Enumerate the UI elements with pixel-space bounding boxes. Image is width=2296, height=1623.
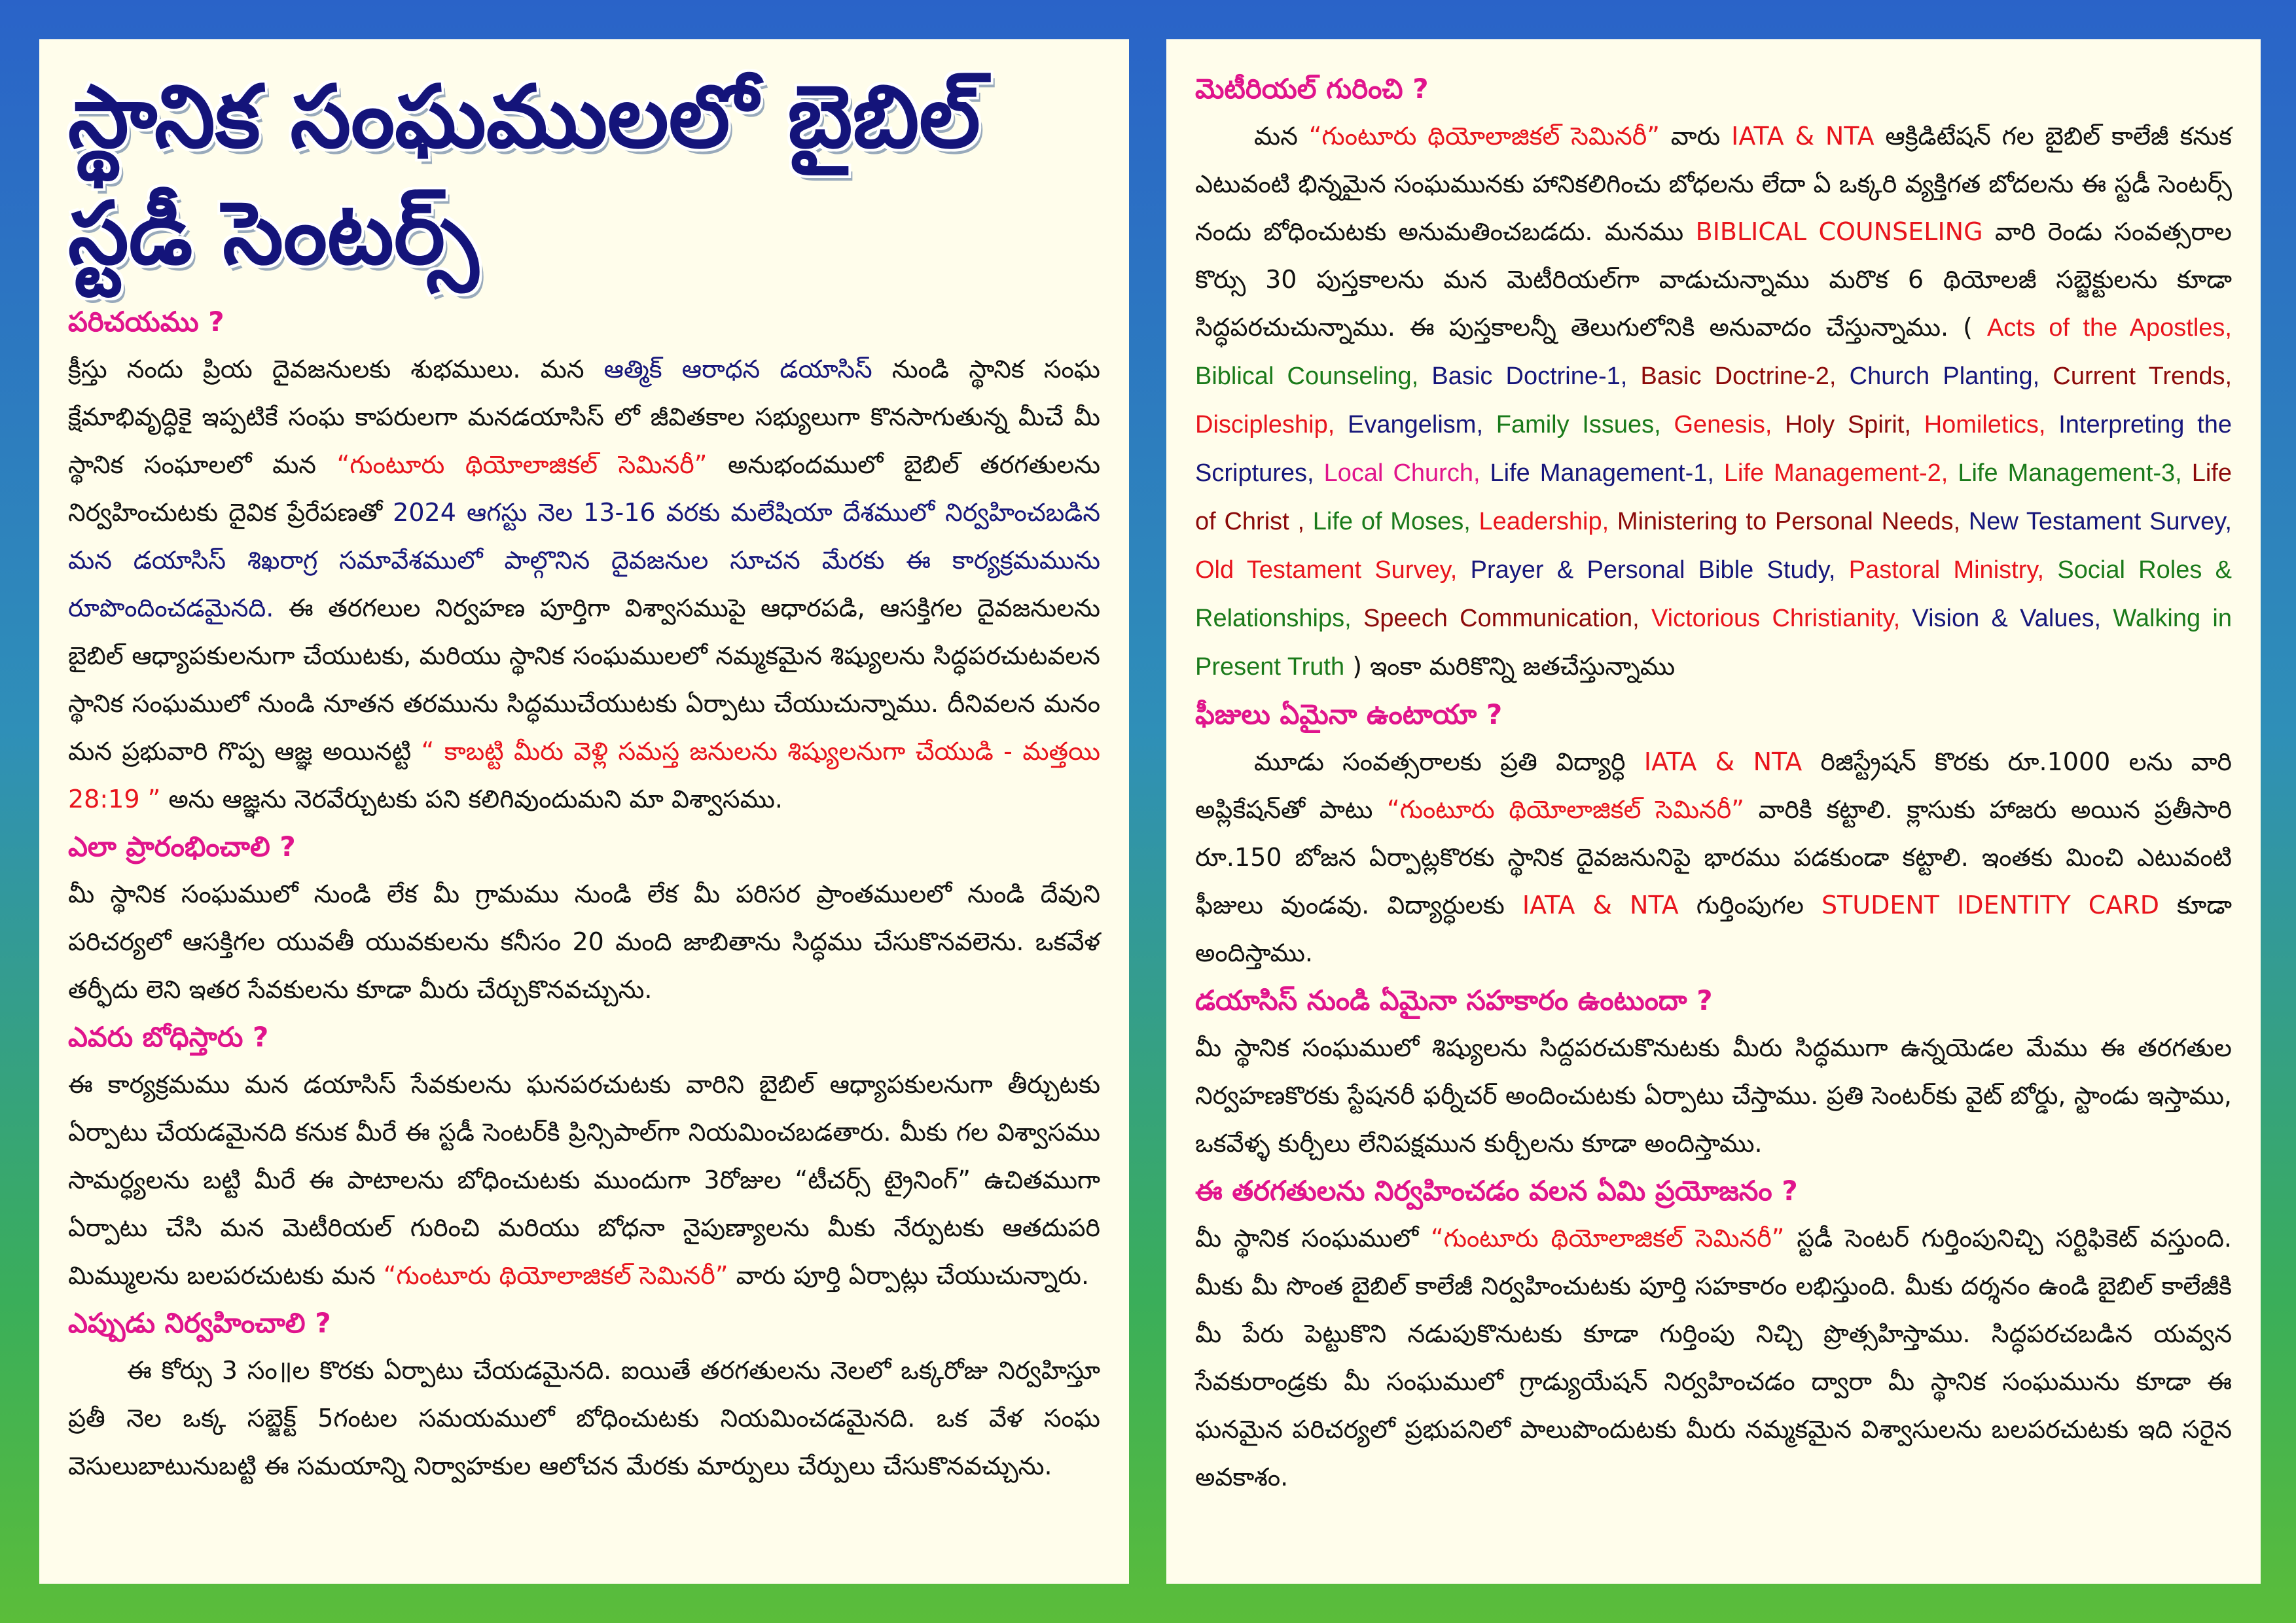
course-name: Vision & Values,: [1912, 605, 2113, 632]
text-segment: “గుంటూరు థియోలాజికల్ సెమినరీ”: [336, 450, 708, 480]
text-segment: “ కాబట్టి మీరు వెళ్లి సమస్త జనులను శిష్యులనుగా చేయుడి - మత్తయి 28:19 ”: [68, 737, 1100, 814]
course-name: Basic Doctrine-1,: [1431, 363, 1641, 390]
course-name: Life Management-1,: [1490, 459, 1724, 487]
course-name: Life Management-3,: [1958, 459, 2192, 487]
section-heading: ఎప్పుడు నిర్వహించాలి ?: [68, 1307, 331, 1340]
text-segment: స్టడీ సెంటర్ గుర్తింపునిచ్చి సర్టిఫికెట్ వస్తుంది. మీకు మీ సొంత బైబిల్ కాలేజీ నిర్వహించుటకు పూర్తి సహకారం లభిస్తుంది. మీకు దర్శనం ఉండి బైబిల్ కాలేజీకి మీ పేరు పెట్టుకొని నడుపుకొనుటకు కూడా గుర్తింపు నిచ్చి ప్రొత్సహిస్తాము. సిద్ధపరచబడిన యవ్వన సేవకురాండ్రకు మీ సంఘములో గ్రాడ్యుయేషన్ నిర్వహించడం ద్వారా మీ స్థానిక సంఘమును కూడా ఈ ఘనమైన పరిచర్యలో ప్రభుపనిలో పాలుపొందుటకు మీరు నమ్మకమైన విశ్వాసులను బలపరచుటకు ఇది సరైన అవకాశం.: [1195, 1224, 2232, 1491]
section: [1195, 65, 2232, 691]
course-name: Speech Communication,: [1363, 605, 1651, 632]
course-name: Leadership,: [1479, 508, 1617, 535]
text-segment: నుండి స్థానిక సంఘ క్షేమాభివృద్ధికై ఇప్పటికే సంఘ కాపరులగా మనడయాసిస్ లో జీవితకాల సభ్యులుగా కొనసాగుతున్న మీచే మీ స్థానిక సంఘాలలో మన: [68, 355, 1101, 480]
section: [1195, 691, 2232, 977]
text-segment: అను ఆజ్ఞను నెరవేర్చుటకు పని కలిగివుందుమని మా విశ్వాసము.: [160, 785, 783, 814]
text-segment: BIBLICAL COUNSELING: [1695, 217, 1983, 246]
course-name: Acts of the Apostles,: [1986, 314, 2232, 342]
text-segment: మీ స్థానిక సంఘములో శిష్యులను సిద్దపరచుకొనుటకు మీరు సిద్ధముగా ఉన్నయెడల మేము ఈ తరగతుల నిర్వహణకొరకు స్టేషనరీ ఫర్నీచర్ అందించుటకు ఏర్పాటు చేస్తాము. ప్రతి సెంటర్‌కు వైట్ బోర్డు, స్టాండు ఇస్తాము, ఒకవేళ్ళ కుర్చీలు లేనిపక్షమున కుర్చీలను కూడా అందిస్తాము.: [1195, 1033, 2232, 1158]
course-name: Biblical Counseling,: [1195, 363, 1432, 390]
text-segment: IATA & NTA: [1643, 747, 1803, 776]
text-segment: ఈ కోర్సు 3 సం॥ల కొరకు ఏర్పాటు చేయడమైనది. ఐయితే తరగతులను నెలలో ఒక్కరోజు నిర్వహిస్తూ ప్రతీ నెల ఒక్క సబ్జెక్ట్ 5గంటల సమయములో బోధించుటకు నియమించడమైనది. ఒక వేళ సంఘ వెసులుబాటునుబట్టి ఈ సమయాన్ని నిర్వాహకుల ఆలోచన మేరకు మార్పులు చేర్పులు చేసుకొనవచ్చును.: [68, 1356, 1100, 1481]
text-segment: IATA & NTA: [1522, 891, 1679, 919]
text-segment: క్రీస్తు నందు ప్రియ దైవజనులకు శుభములు. మన: [68, 355, 604, 384]
text-segment: ఈ తరగలుల నిర్వహణ పూర్తిగా విశ్వాసముపై ఆధారపడి, ఆసక్తిగల దైవజనులను బైబిల్ ఆధ్యాపకులనుగా చేయుటకు, మరియు స్థానిక సంఘములలో నమ్మకమైన శిష్యులను సిద్ధపరచుటవలన స్థానిక సంఘములో నుండి నూతన తరమును సిద్ధముచేయుటకు ఏర్పాటు చేయుచున్నాము. దీనివలన మనం మన ప్రభువారి గొప్ప ఆజ్ఞ అయినట్టి: [68, 594, 1100, 766]
section-heading: ఈ తరగతులను నిర్వహించడం వలన ఏమి ప్రయోజనం ?: [1195, 1175, 1798, 1207]
section-paragraph: [1195, 1215, 2232, 1501]
text-segment: వారికి కట్టాలి. క్లాసుకు హాజరు అయిన ప్రతీసారి రూ.150 బోజన ఏర్పాట్లకొరకు స్థానిక దైవజనునిపై భారము పడకుండా కట్టాలి. ఇంతకు మించి ఎటువంటి ఫీజులు వుండవు. విద్యార్ధులకు: [1195, 795, 2232, 919]
section-heading: మెటీరియల్ గురించి ?: [1195, 73, 1429, 105]
course-name: Local Church,: [1323, 459, 1490, 487]
section: [68, 1014, 1100, 1300]
text-segment: వారు పూర్తి ఏర్పాట్లు చేయుచున్నారు.: [728, 1261, 1090, 1291]
course-name: Social Roles & Relationships,: [1195, 556, 2232, 632]
section-paragraph: [68, 1061, 1100, 1300]
section-paragraph: [1195, 738, 2232, 977]
course-name: Holy Spirit,: [1785, 411, 1924, 438]
text-segment: ఈ కార్యక్రమము మన డయాసిస్ సేవకులను ఘనపరచుటకు వారిని బైబిల్ ఆధ్యాపకులనుగా తీర్చుటకు ఏర్పాటు చేయడమైనది కనుక మీరే ఈ స్టడీ సెంటర్‌కి ప్రిన్సిపాల్‌గా నియమించబడతారు. మీకు గల విశ్వాసము సామర్ధ్యలను బట్టి మీరే ఈ పాటాలను బోధించుటకు ముందుగా 3రోజుల “టీచర్స్ ట్రైనింగ్” ఉచితముగా ఏర్పాటు చేసి మన మెటీరియల్ గురించి మరియు బోధనా నైపుణ్యాలను మీకు నేర్పుటకు ఆతదుపరి మిమ్ములను బలపరచుటకు మన: [68, 1070, 1100, 1291]
section-paragraph: [68, 346, 1100, 823]
text-segment: ) ఇంకా మరికొన్ని జతచేస్తున్నాము: [1344, 652, 1676, 681]
text-segment: “గుంటూరు థియోలాజికల్ సెమినరీ”: [1387, 795, 1744, 824]
section-heading: ఫీజులు ఏమైనా ఉంటాయా ?: [1195, 698, 1503, 730]
section: [68, 1300, 1100, 1490]
section-heading: డయాసిస్ నుండి ఏమైనా సహకారం ఉంటుందా ?: [1195, 984, 1713, 1016]
text-segment: ఆక్రిడిటేషన్ గల బైబిల్ కాలేజీ కనుక ఎటువంటి భిన్నమైన సంఘమునకు హానికలిగించు బోధలను లేదా ఏ ఒక్కరి వ్యక్తిగత బోదలను ఈ స్టడీ సెంటర్స్ నందు బోధించుటకు అనుమతించబడదు. మనము: [1195, 122, 2233, 246]
text-segment: మన: [1254, 122, 1309, 151]
text-segment: గుర్తింపుగల: [1678, 891, 1821, 919]
course-name: Walking in Present Truth: [1195, 605, 2232, 681]
section-heading: ఎవరు బోధిస్తారు ?: [68, 1021, 269, 1054]
text-segment: “గుంటూరు థియోలాజికల్ సెమినరీ”: [1431, 1224, 1785, 1253]
course-name: Pastoral Ministry,: [1848, 556, 2058, 584]
course-name: Evangelism,: [1348, 411, 1496, 438]
section-paragraph: [1195, 1024, 2232, 1168]
text-segment: మీ స్థానిక సంఘములో: [1195, 1224, 1431, 1253]
course-name: Victorious Christianity,: [1651, 605, 1912, 632]
section-paragraph: [68, 1347, 1100, 1490]
course-name: New Testament Survey,: [1968, 508, 2232, 535]
text-segment: వారి రెండు సంవత్సరాల కొర్సు 30 పుస్తకాలను మన మెటీరియల్‌గా వాడుచున్నాము మరొక 6 థియోలజీ సబ్జెక్టులను కూడా సిద్ధపరచుచున్నాము. ఈ పుస్తకాలన్నీ తెలుగులోనికి అనువాదం చేస్తున్నాము. (: [1195, 217, 2232, 342]
text-segment: “గుంటూరు థియోలాజికల్ సెమినరీ”: [383, 1261, 728, 1291]
text-segment: మీ స్థానిక సంఘములో నుండి లేక మీ గ్రామము నుండి లేక మీ పరిసర ప్రాంతములలో నుండి దేవుని పరిచర్యలో ఆసక్తిగల యువతీ యువకులను కనీసం 20 మంది జాబితాను సిద్ధము చేసుకొనవలెను. ఒకవేళ తర్ఫీదు లెని ఇతర సేవకులను కూడా మీరు చేర్చుకొనవచ్చును.: [68, 880, 1100, 1005]
section-heading: ఎలా ప్రారంభించాలి ?: [68, 830, 296, 863]
text-segment: STUDENT IDENTITY CARD: [1821, 891, 2159, 919]
left-panel: [39, 39, 1129, 1584]
section: [68, 823, 1100, 1014]
section-paragraph: [1195, 113, 2232, 691]
course-name: Genesis,: [1674, 411, 1785, 438]
course-name: Basic Doctrine-2,: [1640, 363, 1850, 390]
right-sections: [1195, 65, 2232, 1501]
course-name: Ministering to Personal Needs,: [1617, 508, 1969, 535]
left-sections: [68, 298, 1100, 1490]
section: [1195, 1168, 2232, 1501]
course-name: Life Management-2,: [1723, 459, 1958, 487]
course-name: Old Testament Survey,: [1195, 556, 1471, 584]
text-segment: 2024 ఆగస్టు నెల 13-16 వరకు మలేషియా దేశములో నిర్వహించబడిన మన డయాసిస్ శిఖరాగ్ర సమావేశములో పాల్గొనిన దైవజనుల సూచన మేరకు ఈ కార్యక్రమమును రూపొందించడమైనది.: [68, 498, 1100, 623]
section-heading: పరిచయము ?: [68, 306, 224, 338]
course-name: Discipleship,: [1195, 411, 1348, 438]
course-name: Interpreting the Scriptures,: [1195, 411, 2232, 487]
page-title: స్థానిక సంఘములలో బైబిల్ స్టడీ సెంటర్స్: [68, 67, 980, 285]
course-name: Church Planting,: [1849, 363, 2053, 390]
course-name: Prayer & Personal Bible Study,: [1470, 556, 1849, 584]
right-panel: [1166, 39, 2261, 1584]
section-paragraph: [68, 870, 1100, 1014]
text-segment: “గుంటూరు థియోలాజికల్ సెమినరీ”: [1308, 122, 1660, 151]
text-segment: IATA & NTA: [1731, 122, 1874, 151]
text-segment: రిజిస్ట్రేషన్ కొరకు రూ.1000 లను వారి అప్లికేషన్‌తో పాటు: [1195, 747, 2233, 824]
text-segment: అనుభందములో బైబిల్ తరగతులను నిర్వహించుటకు దైవిక ప్రేరేపణతో: [68, 450, 1100, 527]
text-segment: వారు: [1660, 122, 1732, 151]
text-segment: మూడు సంవత్సరాలకు ప్రతి విద్యార్ధి: [1254, 747, 1644, 776]
course-name: Life of Christ ,: [1195, 459, 2232, 535]
text-segment: ఆత్మిక్ ఆరాధన డయాసిస్: [603, 355, 872, 384]
section: [1195, 977, 2232, 1168]
section: [68, 298, 1100, 823]
course-name: Current Trends,: [2053, 363, 2233, 390]
course-name: Life of Moses,: [1312, 508, 1479, 535]
text-segment: కూడా అందిస్తాము.: [1195, 891, 2233, 967]
course-name: Homiletics,: [1924, 411, 2059, 438]
course-name: Family Issues,: [1496, 411, 1674, 438]
